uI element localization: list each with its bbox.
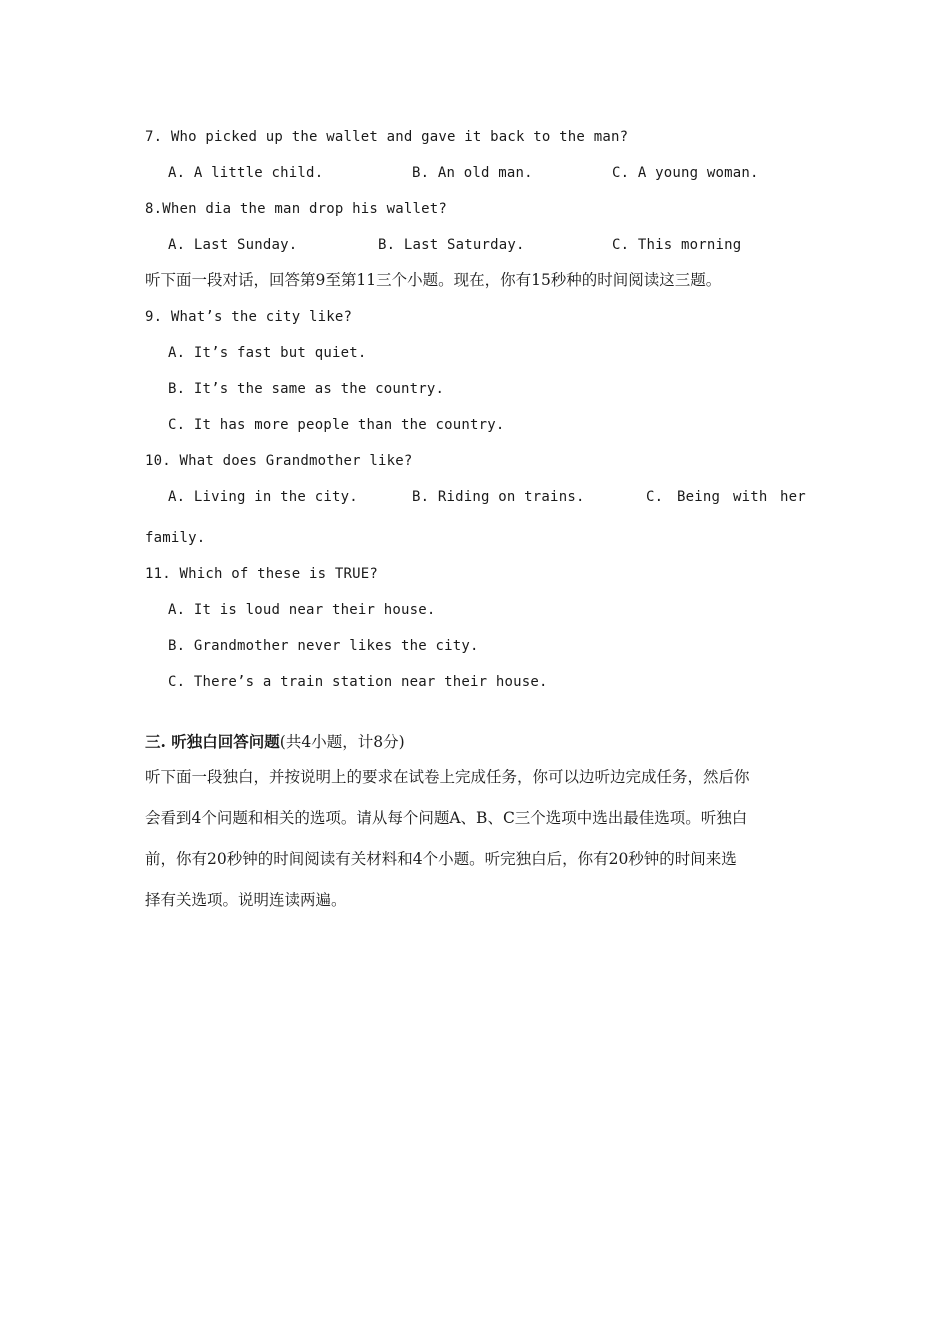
q11-stem: 11. Which of these is TRUE? xyxy=(145,566,378,582)
q9-option-c: C. It has more people than the country. xyxy=(168,417,505,433)
instruction-9-11: 听下面一段对话，回答第9至第11三个小题。现在，你有15秒种的时间阅读这三题。 xyxy=(145,271,722,289)
q10-option-c-word3: her xyxy=(780,489,806,505)
section3-para-line2: 会看到4个问题和相关的选项。请从每个问题A、B、C三个选项中选出最佳选项。听独白 xyxy=(145,809,748,827)
q7-stem: 7. Who picked up the wallet and gave it back to the man? xyxy=(145,129,629,145)
q9-option-a: A. It’s fast but quiet. xyxy=(168,345,367,361)
q9-stem: 9. What’s the city like? xyxy=(145,309,353,325)
q11-option-b: B. Grandmother never likes the city. xyxy=(168,638,479,654)
q11-option-a: A. It is loud near their house. xyxy=(168,602,436,618)
q8-option-b: B. Last Saturday. xyxy=(378,237,525,253)
q7-option-a: A. A little child. xyxy=(168,165,324,181)
q9-option-b: B. It’s the same as the country. xyxy=(168,381,445,397)
q10-option-c-word2: with xyxy=(733,489,768,505)
section3-heading-score: (共4小题，计8分) xyxy=(279,733,405,751)
section3-para-line1: 听下面一段独白，并按说明上的要求在试卷上完成任务，你可以边听边完成任务，然后你 xyxy=(145,768,750,786)
section3-para-line4: 择有关选项。说明连读两遍。 xyxy=(145,891,347,909)
section3-heading xyxy=(145,732,405,752)
section3-heading-title: 三. 听独白回答问题 xyxy=(145,732,280,751)
q10-option-c-word1: Being xyxy=(677,489,721,505)
q11-option-c: C. There’s a train station near their house. xyxy=(168,674,548,690)
q10-stem: 10. What does Grandmother like? xyxy=(145,453,413,469)
q10-option-b: B. Riding on trains. xyxy=(412,489,585,505)
section3-para-line3: 前，你有20秒钟的时间阅读有关材料和4个小题。听完独白后，你有20秒钟的时间来选 xyxy=(145,850,737,868)
q8-stem: 8.When dia the man drop his wallet? xyxy=(145,201,448,217)
q7-option-c: C. A young woman. xyxy=(612,165,759,181)
q10-option-a: A. Living in the city. xyxy=(168,489,358,505)
q7-option-b: B. An old man. xyxy=(412,165,533,181)
q10-option-c-letter: C. xyxy=(646,489,664,505)
q8-option-a: A. Last Sunday. xyxy=(168,237,298,253)
q8-option-c: C. This morning xyxy=(612,237,742,253)
q10-option-c-wrap: family. xyxy=(145,530,206,546)
